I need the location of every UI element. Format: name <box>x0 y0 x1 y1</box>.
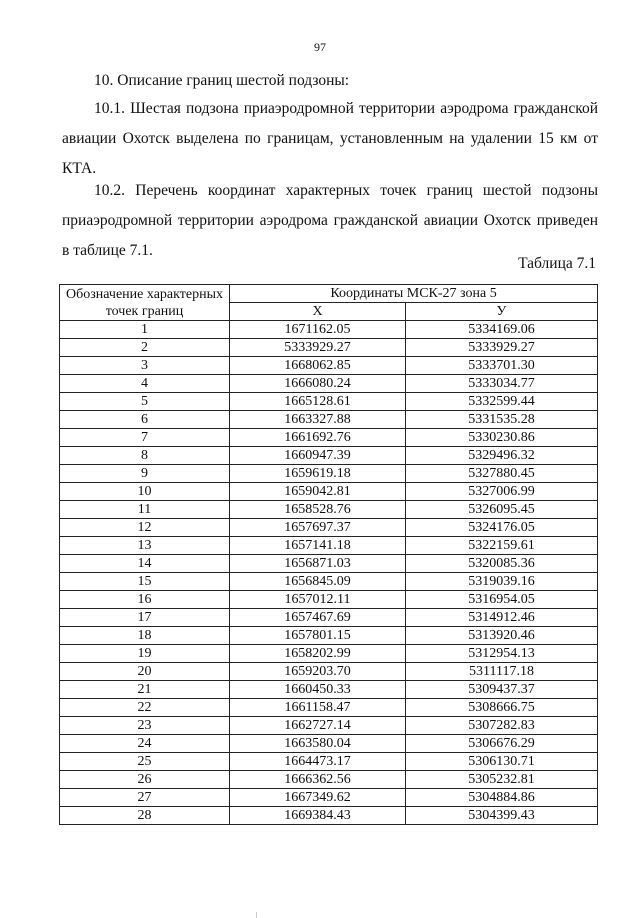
table-row <box>60 735 598 753</box>
point-number-cell: 3 <box>60 357 230 375</box>
table-caption: Таблица 7.1 <box>518 255 596 272</box>
y-coordinate-cell: 5313920.46 <box>406 627 598 645</box>
table-row <box>60 717 598 735</box>
point-number-cell: 26 <box>60 771 230 789</box>
point-number-cell: 20 <box>60 663 230 681</box>
point-number-cell: 7 <box>60 429 230 447</box>
point-number-cell: 15 <box>60 573 230 591</box>
y-coordinate-cell: 5327880.45 <box>406 465 598 483</box>
table-row <box>60 789 598 807</box>
point-number-cell: 24 <box>60 735 230 753</box>
x-coordinate-cell: 1657697.37 <box>230 519 406 537</box>
point-number-cell: 19 <box>60 645 230 663</box>
table-row <box>60 447 598 465</box>
table-row <box>60 555 598 573</box>
scan-mark <box>256 912 277 918</box>
x-coordinate-cell: 1657141.18 <box>230 537 406 555</box>
x-coordinate-cell: 1663327.88 <box>230 411 406 429</box>
y-coordinate-cell: 5327006.99 <box>406 483 598 501</box>
point-number-cell: 25 <box>60 753 230 771</box>
table-row <box>60 645 598 663</box>
point-number-cell: 17 <box>60 609 230 627</box>
x-coordinate-cell: 1662727.14 <box>230 717 406 735</box>
point-number-cell: 6 <box>60 411 230 429</box>
x-coordinate-cell: 1663580.04 <box>230 735 406 753</box>
y-coordinate-cell: 5320085.36 <box>406 555 598 573</box>
x-coordinate-cell: 1657801.15 <box>230 627 406 645</box>
y-coordinate-cell: 5305232.81 <box>406 771 598 789</box>
point-number-cell: 21 <box>60 681 230 699</box>
y-coordinate-cell: 5332599.44 <box>406 393 598 411</box>
point-number-cell: 23 <box>60 717 230 735</box>
table-row <box>60 429 598 447</box>
x-coordinate-cell: 1668062.85 <box>230 357 406 375</box>
table-row <box>60 501 598 519</box>
y-coordinate-cell: 5306676.29 <box>406 735 598 753</box>
point-number-cell: 12 <box>60 519 230 537</box>
table-row <box>60 411 598 429</box>
table-row <box>60 771 598 789</box>
y-coordinate-cell: 5322159.61 <box>406 537 598 555</box>
x-coordinate-cell: 1666080.24 <box>230 375 406 393</box>
section-heading: 10. Описание границ шестой подзоны: <box>94 72 350 89</box>
y-coordinate-cell: 5334169.06 <box>406 321 598 339</box>
table-row <box>60 537 598 555</box>
x-coordinate-cell: 1657467.69 <box>230 609 406 627</box>
point-number-cell: 28 <box>60 807 230 825</box>
point-number-cell: 10 <box>60 483 230 501</box>
table-row <box>60 591 598 609</box>
x-coordinate-cell: 1669384.43 <box>230 807 406 825</box>
table-row <box>60 357 598 375</box>
x-coordinate-cell: 1664473.17 <box>230 753 406 771</box>
y-coordinate-cell: 5316954.05 <box>406 591 598 609</box>
table-row <box>60 519 598 537</box>
y-coordinate-cell: 5306130.71 <box>406 753 598 771</box>
x-coordinate-cell: 1667349.62 <box>230 789 406 807</box>
x-coordinate-cell: 1659042.81 <box>230 483 406 501</box>
header-y: У <box>406 303 598 321</box>
y-coordinate-cell: 5304399.43 <box>406 807 598 825</box>
y-coordinate-cell: 5330230.86 <box>406 429 598 447</box>
point-number-cell: 8 <box>60 447 230 465</box>
point-number-cell: 5 <box>60 393 230 411</box>
y-coordinate-cell: 5314912.46 <box>406 609 598 627</box>
y-coordinate-cell: 5319039.16 <box>406 573 598 591</box>
x-coordinate-cell: 1657012.11 <box>230 591 406 609</box>
y-coordinate-cell: 5312954.13 <box>406 645 598 663</box>
x-coordinate-cell: 1658202.99 <box>230 645 406 663</box>
coordinates-table-body <box>60 321 598 825</box>
point-number-cell: 13 <box>60 537 230 555</box>
point-number-cell: 4 <box>60 375 230 393</box>
x-coordinate-cell: 1659619.18 <box>230 465 406 483</box>
y-coordinate-cell: 5309437.37 <box>406 681 598 699</box>
y-coordinate-cell: 5326095.45 <box>406 501 598 519</box>
y-coordinate-cell: 5329496.32 <box>406 447 598 465</box>
coordinates-table <box>59 284 598 825</box>
x-coordinate-cell: 1666362.56 <box>230 771 406 789</box>
x-coordinate-cell: 1660450.33 <box>230 681 406 699</box>
point-number-cell: 18 <box>60 627 230 645</box>
table-row <box>60 465 598 483</box>
table-row <box>60 753 598 771</box>
paragraph-10-1: 10.1. Шестая подзона приаэродромной территории аэродрома гражданской авиации Охотск выделена по границам, установленным на удалении 15 км от КТА. <box>62 100 598 177</box>
table-row <box>60 393 598 411</box>
y-coordinate-cell: 5311117.18 <box>406 663 598 681</box>
table-row <box>60 609 598 627</box>
y-coordinate-cell: 5331535.28 <box>406 411 598 429</box>
table-row <box>60 483 598 501</box>
table-row <box>60 375 598 393</box>
point-number-cell: 14 <box>60 555 230 573</box>
x-coordinate-cell: 1661692.76 <box>230 429 406 447</box>
point-number-cell: 22 <box>60 699 230 717</box>
point-number-cell: 11 <box>60 501 230 519</box>
point-number-cell: 9 <box>60 465 230 483</box>
point-number-cell: 16 <box>60 591 230 609</box>
y-coordinate-cell: 5333701.30 <box>406 357 598 375</box>
point-number-cell: 27 <box>60 789 230 807</box>
x-coordinate-cell: 1661158.47 <box>230 699 406 717</box>
table-row <box>60 681 598 699</box>
table-row <box>60 807 598 825</box>
y-coordinate-cell: 5307282.83 <box>406 717 598 735</box>
y-coordinate-cell: 5333929.27 <box>406 339 598 357</box>
x-coordinate-cell: 1656845.09 <box>230 573 406 591</box>
y-coordinate-cell: 5324176.05 <box>406 519 598 537</box>
y-coordinate-cell: 5333034.77 <box>406 375 598 393</box>
x-coordinate-cell: 1665128.61 <box>230 393 406 411</box>
header-point-name: Обозначение характерных точек границ <box>60 285 230 321</box>
header-coordinates: Координаты МСК-27 зона 5 <box>230 285 598 303</box>
paragraph-10-2: 10.2. Перечень координат характерных точек границ шестой подзоны приаэродромной территории аэродрома гражданской авиации Охотск приведен в таблице 7.1. <box>62 182 598 259</box>
table-row <box>60 663 598 681</box>
x-coordinate-cell: 1671162.05 <box>230 321 406 339</box>
table-row <box>60 321 598 339</box>
y-coordinate-cell: 5304884.86 <box>406 789 598 807</box>
x-coordinate-cell: 1660947.39 <box>230 447 406 465</box>
point-number-cell: 2 <box>60 339 230 357</box>
x-coordinate-cell: 5333929.27 <box>230 339 406 357</box>
table-row <box>60 627 598 645</box>
x-coordinate-cell: 1658528.76 <box>230 501 406 519</box>
header-x: Х <box>230 303 406 321</box>
table-row <box>60 699 598 717</box>
y-coordinate-cell: 5308666.75 <box>406 699 598 717</box>
x-coordinate-cell: 1656871.03 <box>230 555 406 573</box>
table-row <box>60 339 598 357</box>
table-row <box>60 573 598 591</box>
x-coordinate-cell: 1659203.70 <box>230 663 406 681</box>
point-number-cell: 1 <box>60 321 230 339</box>
page-number: 97 <box>314 40 326 54</box>
